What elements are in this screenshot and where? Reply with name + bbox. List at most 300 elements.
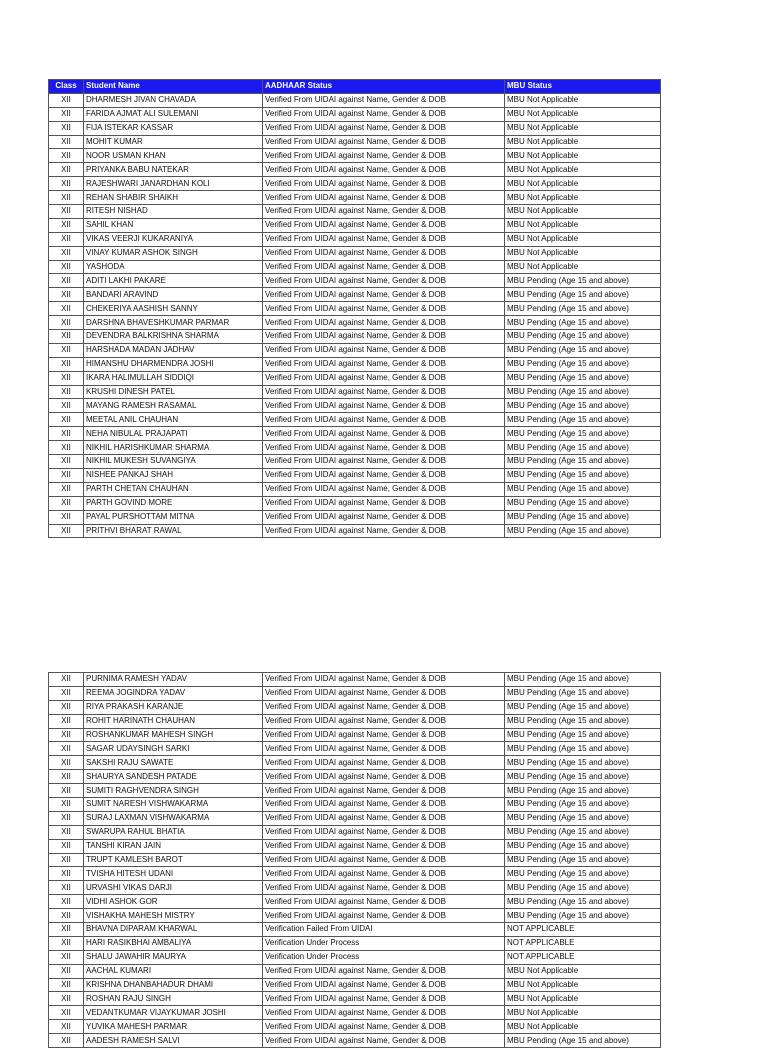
cell-aadhaar-status: Verification Under Process [263,950,505,964]
cell-class: XII [49,163,84,177]
cell-student-name: REHAN SHABIR SHAIKH [84,191,263,205]
cell-class: XII [49,686,84,700]
table-row [49,867,661,881]
cell-aadhaar-status: Verified From UIDAI against Name, Gender & DOB [263,107,505,121]
table-row [49,482,661,496]
cell-student-name: MAYANG RAMESH RASAMAL [84,399,263,413]
cell-class: XII [49,524,84,538]
cell-class: XII [49,427,84,441]
cell-mbu-status: MBU Not Applicable [505,992,661,1006]
cell-aadhaar-status: Verified From UIDAI against Name, Gender & DOB [263,371,505,385]
cell-aadhaar-status: Verified From UIDAI against Name, Gender & DOB [263,455,505,469]
table-row [49,246,661,260]
table-row [49,714,661,728]
student-table-top [48,79,661,538]
table-row [49,839,661,853]
cell-student-name: TVISHA HITESH UDANI [84,867,263,881]
cell-mbu-status: NOT APPLICABLE [505,923,661,937]
cell-class: XII [49,853,84,867]
cell-class: XII [49,441,84,455]
cell-class: XII [49,895,84,909]
cell-class: XII [49,399,84,413]
cell-mbu-status: NOT APPLICABLE [505,950,661,964]
cell-aadhaar-status: Verified From UIDAI against Name, Gender & DOB [263,302,505,316]
table-row [49,825,661,839]
cell-aadhaar-status: Verified From UIDAI against Name, Gender & DOB [263,93,505,107]
cell-mbu-status: MBU Not Applicable [505,1020,661,1034]
cell-mbu-status: MBU Pending (Age 15 and above) [505,742,661,756]
table-row [49,107,661,121]
cell-class: XII [49,742,84,756]
table-row [49,673,661,687]
table-row [49,964,661,978]
cell-class: XII [49,330,84,344]
cell-mbu-status: MBU Not Applicable [505,107,661,121]
cell-mbu-status: MBU Not Applicable [505,135,661,149]
cell-class: XII [49,107,84,121]
table-row [49,784,661,798]
cell-student-name: AACHAL KUMARI [84,964,263,978]
cell-student-name: ADITI LAKHI PAKARE [84,274,263,288]
cell-class: XII [49,1034,84,1048]
cell-aadhaar-status: Verified From UIDAI against Name, Gender & DOB [263,881,505,895]
cell-mbu-status: MBU Not Applicable [505,246,661,260]
cell-class: XII [49,798,84,812]
cell-mbu-status: MBU Pending (Age 15 and above) [505,714,661,728]
cell-aadhaar-status: Verified From UIDAI against Name, Gender & DOB [263,784,505,798]
cell-student-name: SUMIT NARESH VISHWAKARMA [84,798,263,812]
cell-student-name: IKARA HALIMULLAH SIDDIQI [84,371,263,385]
cell-aadhaar-status: Verified From UIDAI against Name, Gender & DOB [263,853,505,867]
cell-mbu-status: MBU Pending (Age 15 and above) [505,700,661,714]
cell-mbu-status: MBU Pending (Age 15 and above) [505,1034,661,1048]
cell-mbu-status: MBU Pending (Age 15 and above) [505,909,661,923]
cell-aadhaar-status: Verified From UIDAI against Name, Gender & DOB [263,1020,505,1034]
table-row [49,357,661,371]
cell-class: XII [49,191,84,205]
table-row [49,496,661,510]
cell-student-name: ROHIT HARINATH CHAUHAN [84,714,263,728]
table-row [49,121,661,135]
cell-mbu-status: MBU Not Applicable [505,1006,661,1020]
cell-mbu-status: MBU Not Applicable [505,260,661,274]
cell-aadhaar-status: Verified From UIDAI against Name, Gender & DOB [263,1034,505,1048]
cell-class: XII [49,867,84,881]
cell-mbu-status: MBU Pending (Age 15 and above) [505,385,661,399]
cell-aadhaar-status: Verified From UIDAI against Name, Gender & DOB [263,673,505,687]
cell-student-name: MOHIT KUMAR [84,135,263,149]
cell-aadhaar-status: Verified From UIDAI against Name, Gender & DOB [263,260,505,274]
cell-mbu-status: MBU Pending (Age 15 and above) [505,468,661,482]
header-mbu-status: MBU Status [505,80,661,94]
cell-student-name: URVASHI VIKAS DARJI [84,881,263,895]
cell-aadhaar-status: Verified From UIDAI against Name, Gender & DOB [263,895,505,909]
cell-mbu-status: MBU Pending (Age 15 and above) [505,316,661,330]
cell-mbu-status: MBU Pending (Age 15 and above) [505,343,661,357]
cell-mbu-status: MBU Pending (Age 15 and above) [505,756,661,770]
cell-class: XII [49,413,84,427]
table-row [49,218,661,232]
cell-student-name: VEDANTKUMAR VIJAYKUMAR JOSHI [84,1006,263,1020]
cell-aadhaar-status: Verified From UIDAI against Name, Gender & DOB [263,825,505,839]
cell-aadhaar-status: Verified From UIDAI against Name, Gender & DOB [263,177,505,191]
cell-mbu-status: MBU Not Applicable [505,163,661,177]
cell-mbu-status: MBU Pending (Age 15 and above) [505,413,661,427]
cell-student-name: KRUSHI DINESH PATEL [84,385,263,399]
cell-mbu-status: MBU Pending (Age 15 and above) [505,524,661,538]
cell-mbu-status: MBU Pending (Age 15 and above) [505,784,661,798]
cell-class: XII [49,302,84,316]
cell-mbu-status: MBU Pending (Age 15 and above) [505,496,661,510]
cell-aadhaar-status: Verified From UIDAI against Name, Gender & DOB [263,218,505,232]
cell-aadhaar-status: Verified From UIDAI against Name, Gender & DOB [263,728,505,742]
table-row [49,343,661,357]
cell-class: XII [49,205,84,219]
cell-class: XII [49,93,84,107]
cell-student-name: YUVIKA MAHESH PARMAR [84,1020,263,1034]
cell-aadhaar-status: Verified From UIDAI against Name, Gender & DOB [263,964,505,978]
cell-class: XII [49,246,84,260]
cell-student-name: KRISHNA DHANBAHADUR DHAMI [84,978,263,992]
cell-student-name: AADESH RAMESH SALVI [84,1034,263,1048]
cell-mbu-status: MBU Not Applicable [505,177,661,191]
header-aadhaar-status: AADHAAR Status [263,80,505,94]
cell-aadhaar-status: Verified From UIDAI against Name, Gender & DOB [263,909,505,923]
cell-student-name: TANSHI KIRAN JAIN [84,839,263,853]
cell-student-name: SHALU JAWAHIR MAURYA [84,950,263,964]
table-row [49,1034,661,1048]
cell-class: XII [49,274,84,288]
cell-student-name: PRIYANKA BABU NATEKAR [84,163,263,177]
cell-aadhaar-status: Verified From UIDAI against Name, Gender & DOB [263,385,505,399]
cell-student-name: REEMA JOGINDRA YADAV [84,686,263,700]
table-row [49,686,661,700]
table-row [49,1020,661,1034]
table-row [49,288,661,302]
cell-aadhaar-status: Verified From UIDAI against Name, Gender & DOB [263,700,505,714]
cell-student-name: NOOR USMAN KHAN [84,149,263,163]
cell-student-name: CHEKERIYA AASHISH SANNY [84,302,263,316]
cell-student-name: HARI RASIKBHAI AMBALIYA [84,936,263,950]
cell-class: XII [49,218,84,232]
cell-mbu-status: MBU Not Applicable [505,191,661,205]
cell-student-name: PARTH CHETAN CHAUHAN [84,482,263,496]
table-row [49,853,661,867]
cell-student-name: NIKHIL MUKESH SUVANGIYA [84,455,263,469]
cell-mbu-status: MBU Pending (Age 15 and above) [505,330,661,344]
cell-student-name: SURAJ LAXMAN VISHWAKARMA [84,811,263,825]
cell-aadhaar-status: Verification Under Process [263,936,505,950]
cell-aadhaar-status: Verified From UIDAI against Name, Gender & DOB [263,274,505,288]
cell-class: XII [49,673,84,687]
table-row [49,330,661,344]
table-row [49,302,661,316]
cell-class: XII [49,455,84,469]
cell-student-name: MEETAL ANIL CHAUHAN [84,413,263,427]
table-row [49,413,661,427]
cell-class: XII [49,964,84,978]
cell-student-name: SWARUPA RAHUL BHATIA [84,825,263,839]
cell-student-name: PURNIMA RAMESH YADAV [84,673,263,687]
table-row [49,895,661,909]
table-row [49,149,661,163]
cell-mbu-status: MBU Pending (Age 15 and above) [505,867,661,881]
cell-student-name: NIKHIL HARISHKUMAR SHARMA [84,441,263,455]
cell-aadhaar-status: Verified From UIDAI against Name, Gender & DOB [263,246,505,260]
cell-student-name: SAHIL KHAN [84,218,263,232]
cell-aadhaar-status: Verified From UIDAI against Name, Gender & DOB [263,978,505,992]
cell-aadhaar-status: Verified From UIDAI against Name, Gender & DOB [263,510,505,524]
cell-class: XII [49,936,84,950]
cell-aadhaar-status: Verified From UIDAI against Name, Gender & DOB [263,714,505,728]
cell-student-name: SUMITI RAGHVENDRA SINGH [84,784,263,798]
table-row [49,441,661,455]
cell-aadhaar-status: Verified From UIDAI against Name, Gender & DOB [263,811,505,825]
table-row [49,524,661,538]
table-row [49,909,661,923]
cell-aadhaar-status: Verified From UIDAI against Name, Gender & DOB [263,468,505,482]
table-row [49,205,661,219]
cell-aadhaar-status: Verified From UIDAI against Name, Gender & DOB [263,205,505,219]
cell-aadhaar-status: Verified From UIDAI against Name, Gender & DOB [263,427,505,441]
table-row [49,510,661,524]
cell-class: XII [49,343,84,357]
cell-aadhaar-status: Verified From UIDAI against Name, Gender & DOB [263,441,505,455]
cell-student-name: NISHEE PANKAJ SHAH [84,468,263,482]
cell-class: XII [49,135,84,149]
cell-student-name: RAJESHWARI JANARDHAN KOLI [84,177,263,191]
cell-class: XII [49,260,84,274]
cell-mbu-status: MBU Not Applicable [505,121,661,135]
cell-student-name: PAYAL PURSHOTTAM MITNA [84,510,263,524]
cell-mbu-status: MBU Pending (Age 15 and above) [505,839,661,853]
cell-mbu-status: MBU Pending (Age 15 and above) [505,686,661,700]
cell-aadhaar-status: Verified From UIDAI against Name, Gender & DOB [263,191,505,205]
table-row [49,811,661,825]
table-row [49,260,661,274]
table-row [49,881,661,895]
cell-student-name: ROSHANKUMAR MAHESH SINGH [84,728,263,742]
cell-mbu-status: MBU Pending (Age 15 and above) [505,728,661,742]
cell-student-name: DHARMESH JIVAN CHAVADA [84,93,263,107]
cell-aadhaar-status: Verified From UIDAI against Name, Gender & DOB [263,686,505,700]
cell-class: XII [49,121,84,135]
cell-mbu-status: MBU Not Applicable [505,149,661,163]
cell-aadhaar-status: Verified From UIDAI against Name, Gender & DOB [263,357,505,371]
cell-aadhaar-status: Verified From UIDAI against Name, Gender & DOB [263,330,505,344]
cell-mbu-status: MBU Pending (Age 15 and above) [505,357,661,371]
cell-class: XII [49,371,84,385]
cell-mbu-status: MBU Pending (Age 15 and above) [505,441,661,455]
cell-aadhaar-status: Verified From UIDAI against Name, Gender & DOB [263,1006,505,1020]
cell-aadhaar-status: Verified From UIDAI against Name, Gender & DOB [263,770,505,784]
table-row [49,936,661,950]
cell-mbu-status: MBU Pending (Age 15 and above) [505,825,661,839]
cell-mbu-status: MBU Pending (Age 15 and above) [505,853,661,867]
cell-mbu-status: MBU Pending (Age 15 and above) [505,798,661,812]
cell-student-name: SHAURYA SANDESH PATADE [84,770,263,784]
cell-aadhaar-status: Verified From UIDAI against Name, Gender & DOB [263,149,505,163]
table-row [49,992,661,1006]
table-row [49,1006,661,1020]
cell-class: XII [49,714,84,728]
cell-student-name: PRITHVI BHARAT RAWAL [84,524,263,538]
cell-class: XII [49,468,84,482]
cell-mbu-status: MBU Pending (Age 15 and above) [505,371,661,385]
cell-aadhaar-status: Verified From UIDAI against Name, Gender & DOB [263,992,505,1006]
table-row [49,191,661,205]
table-row [49,385,661,399]
cell-aadhaar-status: Verified From UIDAI against Name, Gender & DOB [263,867,505,881]
cell-mbu-status: MBU Pending (Age 15 and above) [505,427,661,441]
cell-student-name: VIKAS VEERJI KUKARANIYA [84,232,263,246]
cell-class: XII [49,923,84,937]
cell-mbu-status: MBU Pending (Age 15 and above) [505,770,661,784]
cell-class: XII [49,510,84,524]
cell-aadhaar-status: Verified From UIDAI against Name, Gender & DOB [263,756,505,770]
cell-student-name: PARTH GOVIND MORE [84,496,263,510]
cell-aadhaar-status: Verified From UIDAI against Name, Gender & DOB [263,482,505,496]
cell-aadhaar-status: Verified From UIDAI against Name, Gender & DOB [263,163,505,177]
cell-aadhaar-status: Verification Failed From UIDAI [263,923,505,937]
cell-class: XII [49,950,84,964]
table-row [49,923,661,937]
cell-student-name: VISHAKHA MAHESH MISTRY [84,909,263,923]
cell-class: XII [49,909,84,923]
cell-aadhaar-status: Verified From UIDAI against Name, Gender & DOB [263,343,505,357]
cell-student-name: BANDARI ARAVIND [84,288,263,302]
cell-student-name: TRUPT KAMLESH BAROT [84,853,263,867]
cell-class: XII [49,482,84,496]
cell-student-name: HARSHADA MADAN JADHAV [84,343,263,357]
cell-class: XII [49,177,84,191]
cell-mbu-status: MBU Not Applicable [505,964,661,978]
table-row [49,427,661,441]
cell-class: XII [49,1020,84,1034]
cell-mbu-status: MBU Pending (Age 15 and above) [505,811,661,825]
header-class: Class [49,80,84,94]
cell-student-name: ROSHAN RAJU SINGH [84,992,263,1006]
cell-student-name: FIJA ISTEKAR KASSAR [84,121,263,135]
table-row [49,978,661,992]
cell-aadhaar-status: Verified From UIDAI against Name, Gender & DOB [263,121,505,135]
cell-student-name: RIYA PRAKASH KARANJE [84,700,263,714]
cell-aadhaar-status: Verified From UIDAI against Name, Gender & DOB [263,135,505,149]
cell-class: XII [49,839,84,853]
cell-class: XII [49,728,84,742]
table-row [49,274,661,288]
table-row [49,163,661,177]
cell-mbu-status: MBU Not Applicable [505,232,661,246]
cell-mbu-status: MBU Pending (Age 15 and above) [505,399,661,413]
cell-student-name: VINAY KUMAR ASHOK SINGH [84,246,263,260]
cell-mbu-status: MBU Pending (Age 15 and above) [505,482,661,496]
cell-student-name: HIMANSHU DHARMENDRA JOSHI [84,357,263,371]
cell-student-name: DEVENDRA BALKRISHNA SHARMA [84,330,263,344]
cell-mbu-status: MBU Pending (Age 15 and above) [505,288,661,302]
cell-class: XII [49,496,84,510]
table-row [49,798,661,812]
cell-student-name: FARIDA AJMAT ALI SULEMANI [84,107,263,121]
cell-mbu-status: MBU Pending (Age 15 and above) [505,455,661,469]
cell-aadhaar-status: Verified From UIDAI against Name, Gender & DOB [263,399,505,413]
cell-class: XII [49,784,84,798]
cell-mbu-status: MBU Pending (Age 15 and above) [505,673,661,687]
table-row [49,455,661,469]
cell-aadhaar-status: Verified From UIDAI against Name, Gender & DOB [263,316,505,330]
cell-mbu-status: MBU Pending (Age 15 and above) [505,274,661,288]
cell-student-name: NEHA NIBULAL PRAJAPATI [84,427,263,441]
cell-class: XII [49,1006,84,1020]
cell-student-name: YASHODA [84,260,263,274]
cell-class: XII [49,149,84,163]
cell-aadhaar-status: Verified From UIDAI against Name, Gender & DOB [263,496,505,510]
table-row [49,93,661,107]
cell-class: XII [49,385,84,399]
table-row [49,399,661,413]
cell-class: XII [49,288,84,302]
cell-class: XII [49,232,84,246]
cell-class: XII [49,992,84,1006]
cell-class: XII [49,357,84,371]
table-row [49,316,661,330]
table-row [49,770,661,784]
cell-student-name: RITESH NISHAD [84,205,263,219]
cell-aadhaar-status: Verified From UIDAI against Name, Gender & DOB [263,413,505,427]
cell-aadhaar-status: Verified From UIDAI against Name, Gender & DOB [263,742,505,756]
cell-class: XII [49,756,84,770]
cell-class: XII [49,881,84,895]
cell-aadhaar-status: Verified From UIDAI against Name, Gender & DOB [263,232,505,246]
table-row [49,950,661,964]
cell-mbu-status: MBU Pending (Age 15 and above) [505,895,661,909]
cell-student-name: DARSHNA BHAVESHKUMAR PARMAR [84,316,263,330]
student-table-bottom [48,672,661,1048]
cell-mbu-status: NOT APPLICABLE [505,936,661,950]
cell-student-name: SAGAR UDAYSINGH SARKI [84,742,263,756]
table-row [49,742,661,756]
cell-mbu-status: MBU Pending (Age 15 and above) [505,302,661,316]
cell-student-name: BHAVNA DIPARAM KHARWAL [84,923,263,937]
cell-class: XII [49,825,84,839]
cell-class: XII [49,316,84,330]
table-row [49,756,661,770]
cell-class: XII [49,978,84,992]
cell-aadhaar-status: Verified From UIDAI against Name, Gender & DOB [263,798,505,812]
cell-mbu-status: MBU Not Applicable [505,93,661,107]
cell-class: XII [49,700,84,714]
cell-class: XII [49,770,84,784]
table-row [49,700,661,714]
table-row [49,177,661,191]
table-row [49,135,661,149]
table-row [49,232,661,246]
cell-class: XII [49,811,84,825]
header-student-name: Student Name [84,80,263,94]
cell-mbu-status: MBU Not Applicable [505,978,661,992]
cell-aadhaar-status: Verified From UIDAI against Name, Gender & DOB [263,524,505,538]
cell-student-name: SAKSHI RAJU SAWATE [84,756,263,770]
table-row [49,468,661,482]
cell-mbu-status: MBU Not Applicable [505,205,661,219]
cell-student-name: VIDHI ASHOK GOR [84,895,263,909]
header-row [49,80,661,94]
cell-mbu-status: MBU Not Applicable [505,218,661,232]
cell-aadhaar-status: Verified From UIDAI against Name, Gender & DOB [263,839,505,853]
table-row [49,728,661,742]
cell-mbu-status: MBU Pending (Age 15 and above) [505,881,661,895]
table-row [49,371,661,385]
